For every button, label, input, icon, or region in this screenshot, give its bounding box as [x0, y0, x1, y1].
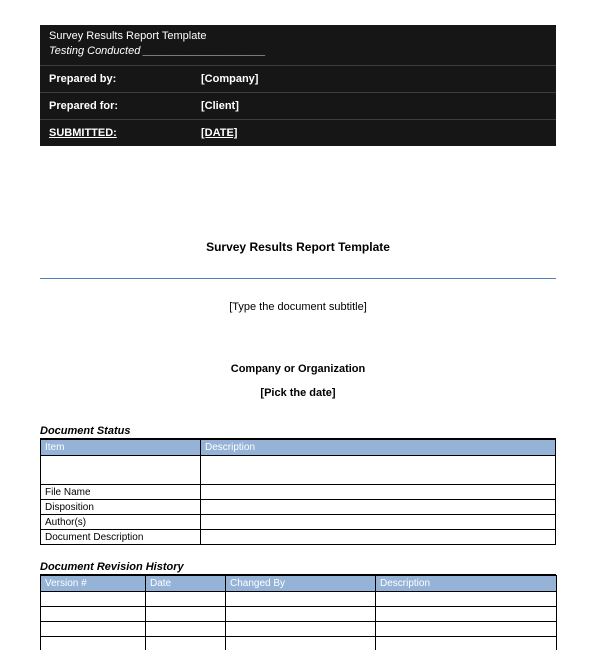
revision-changed-by-cell[interactable]: [226, 637, 376, 650]
revision-col-date: Date: [146, 576, 226, 592]
date-placeholder-header[interactable]: [DATE]: [201, 127, 238, 139]
revision-description-cell[interactable]: [376, 637, 557, 650]
revision-date-cell[interactable]: [146, 637, 226, 650]
revision-col-version: Version #: [41, 576, 146, 592]
revision-version-cell[interactable]: [41, 637, 146, 650]
revision-description-cell[interactable]: [376, 622, 557, 637]
status-description-cell[interactable]: [201, 515, 556, 530]
table-row: [41, 607, 557, 622]
status-description-cell[interactable]: [201, 530, 556, 545]
revision-version-cell[interactable]: [41, 592, 146, 607]
revision-col-description: Description: [376, 576, 557, 592]
pick-date-placeholder[interactable]: [Pick the date]: [260, 387, 336, 399]
table-row: [41, 622, 557, 637]
submitted-row: [40, 120, 556, 146]
revision-header-row: [41, 576, 557, 592]
header-top-cell: [40, 25, 556, 66]
client-placeholder[interactable]: [Client]: [201, 100, 239, 112]
document-title: Survey Results Report Template: [206, 240, 390, 254]
revision-history-table: [40, 575, 557, 650]
document-status-heading: Document Status: [40, 425, 556, 439]
prepared-for-label: Prepared for:: [49, 100, 119, 112]
status-item-cell: Author(s): [41, 515, 201, 530]
status-description-cell[interactable]: [201, 485, 556, 500]
subtitle-placeholder[interactable]: [Type the document subtitle]: [229, 301, 367, 313]
header-tagline: Testing Conducted ____________________: [49, 45, 266, 57]
table-row: [41, 500, 556, 515]
status-header-row: [41, 440, 556, 456]
header-block: [40, 25, 556, 146]
submitted-label: SUBMITTED:: [49, 127, 117, 139]
revision-date-cell[interactable]: [146, 592, 226, 607]
table-row: [41, 485, 556, 500]
header-title: Survey Results Report Template: [49, 30, 207, 42]
revision-version-cell[interactable]: [41, 622, 146, 637]
revision-changed-by-cell[interactable]: [226, 622, 376, 637]
title-divider-line: [40, 278, 556, 279]
revision-version-cell[interactable]: [41, 607, 146, 622]
revision-col-changed-by: Changed By: [226, 576, 376, 592]
status-description-cell[interactable]: [201, 500, 556, 515]
status-description-cell[interactable]: [201, 456, 556, 485]
prepared-by-row: [40, 66, 556, 93]
status-item-cell: File Name: [41, 485, 201, 500]
revision-changed-by-cell[interactable]: [226, 592, 376, 607]
document-status-table: [40, 439, 556, 545]
table-row: [41, 515, 556, 530]
organization-name: Company or Organization: [230, 363, 366, 375]
revision-description-cell[interactable]: [376, 607, 557, 622]
table-row: [41, 592, 557, 607]
revision-description-cell[interactable]: [376, 592, 557, 607]
table-row: [41, 637, 557, 650]
prepared-for-row: [40, 93, 556, 120]
table-row: [41, 530, 556, 545]
status-item-cell[interactable]: [41, 456, 201, 485]
revision-date-cell[interactable]: [146, 607, 226, 622]
revision-changed-by-cell[interactable]: [226, 607, 376, 622]
revision-history-heading: Document Revision History: [40, 561, 556, 575]
status-item-cell: Document Description: [41, 530, 201, 545]
company-placeholder[interactable]: [Company]: [201, 73, 259, 85]
table-row: [41, 456, 556, 485]
status-item-cell: Disposition: [41, 500, 201, 515]
status-col-description: Description: [201, 440, 556, 456]
revision-date-cell[interactable]: [146, 622, 226, 637]
status-col-item: Item: [41, 440, 201, 456]
prepared-by-label: Prepared by:: [49, 73, 117, 85]
